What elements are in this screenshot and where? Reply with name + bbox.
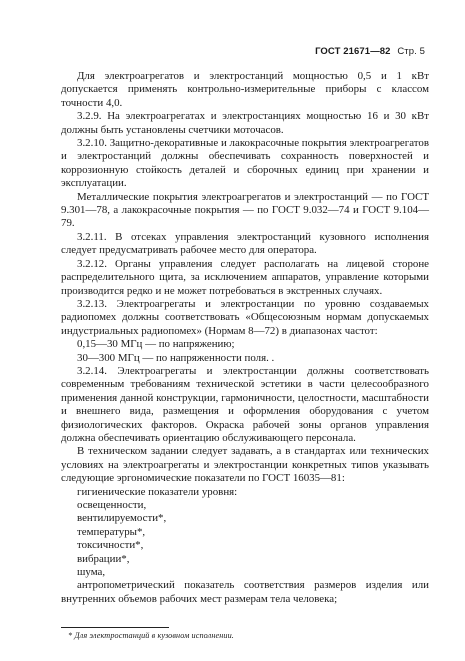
document-body (61, 70, 429, 606)
paragraph: 3.2.13. Электроагрегаты и электростанции по уровню создаваемых радиопомех должны соответствовать «Общесоюзным нормам допускаемых индустриальных радиопомех» (Нормам 8—72) в диапазонах частот: (61, 297, 429, 337)
paragraph: В техническом задании следует задавать, а в стандартах или технических условиях на электроагрегаты и электростанции конкретных типов указывать следующие эргономические показатели по ГОСТ 16035—81: (61, 445, 429, 485)
ergonomic-indicators-list (61, 486, 429, 580)
footnote-divider (61, 627, 169, 628)
paragraph: 3.2.11. В отсеках управления электростанций кузовного исполнения следует предусматривать рабочее место для оператора. (61, 230, 429, 257)
page-number: Стр. 5 (397, 46, 425, 57)
paragraph: 30—300 МГц — по напряженности поля. . (77, 351, 275, 364)
list-item: гигиенические показатели уровня: (77, 485, 238, 498)
list-item: шума, (77, 566, 106, 579)
footnote: * Для электростанций в кузовном исполнении. (68, 631, 234, 640)
paragraph: антропометрический показатель соответствия размеров изделия или внутренних объемов рабочих мест размерам тела человека; (61, 579, 429, 605)
page-header (315, 46, 425, 57)
paragraph: 3.2.12. Органы управления следует располагать на лицевой стороне распределительного щита, за исключением аппаратов, управление которыми производится редко и не может потребоваться в экстренных случаях. (61, 257, 429, 297)
paragraph: Для электроагрегатов и электростанций мощностью 0,5 и 1 кВт допускается применять контрольно-измерительные приборы с классом точности 4,0. (61, 70, 429, 109)
paragraph: 3.2.9. На электроагрегатах и электростанциях мощностью 16 и 30 кВт должны быть установлены счетчики моточасов. (61, 110, 429, 136)
list-item: вентилируемости*, (77, 512, 167, 525)
list-item: освещенности, (77, 499, 147, 511)
list-item: токсичности*, (77, 539, 144, 552)
standard-number: ГОСТ 21671—82 (315, 46, 391, 57)
list-item: температуры*, (77, 525, 146, 538)
paragraph: Металлические покрытия электроагрегатов и электростанций — по ГОСТ 9.301—78, а лакокрасочные покрытия — по ГОСТ 9.032—74 и ГОСТ 9.104—79. (61, 190, 429, 230)
list-item: вибрации*, (77, 552, 130, 565)
paragraph: 3.2.10. Защитно-декоративные и лакокрасочные покрытия электроагрегатов и электростанций должны обеспечивать сохранность поверхностей и коррозионную стойкость деталей и сборочных единиц при хранении и эксплуатации. (61, 137, 429, 190)
paragraph: 0,15—30 МГц — по напряжению; (77, 338, 235, 351)
paragraph: 3.2.14. Электроагрегаты и электростанции должны соответствовать современным требованиям технической эстетики в части целесообразного применения данной конструкции, гармоничности, целостности, масштабности и внешнего вида, размещения и оформления оборудования с учетом физиологических факторов. Окраска рабочей зоны органов управления должна обеспечивать ориентацию обслуживающего персонала. (61, 364, 429, 444)
